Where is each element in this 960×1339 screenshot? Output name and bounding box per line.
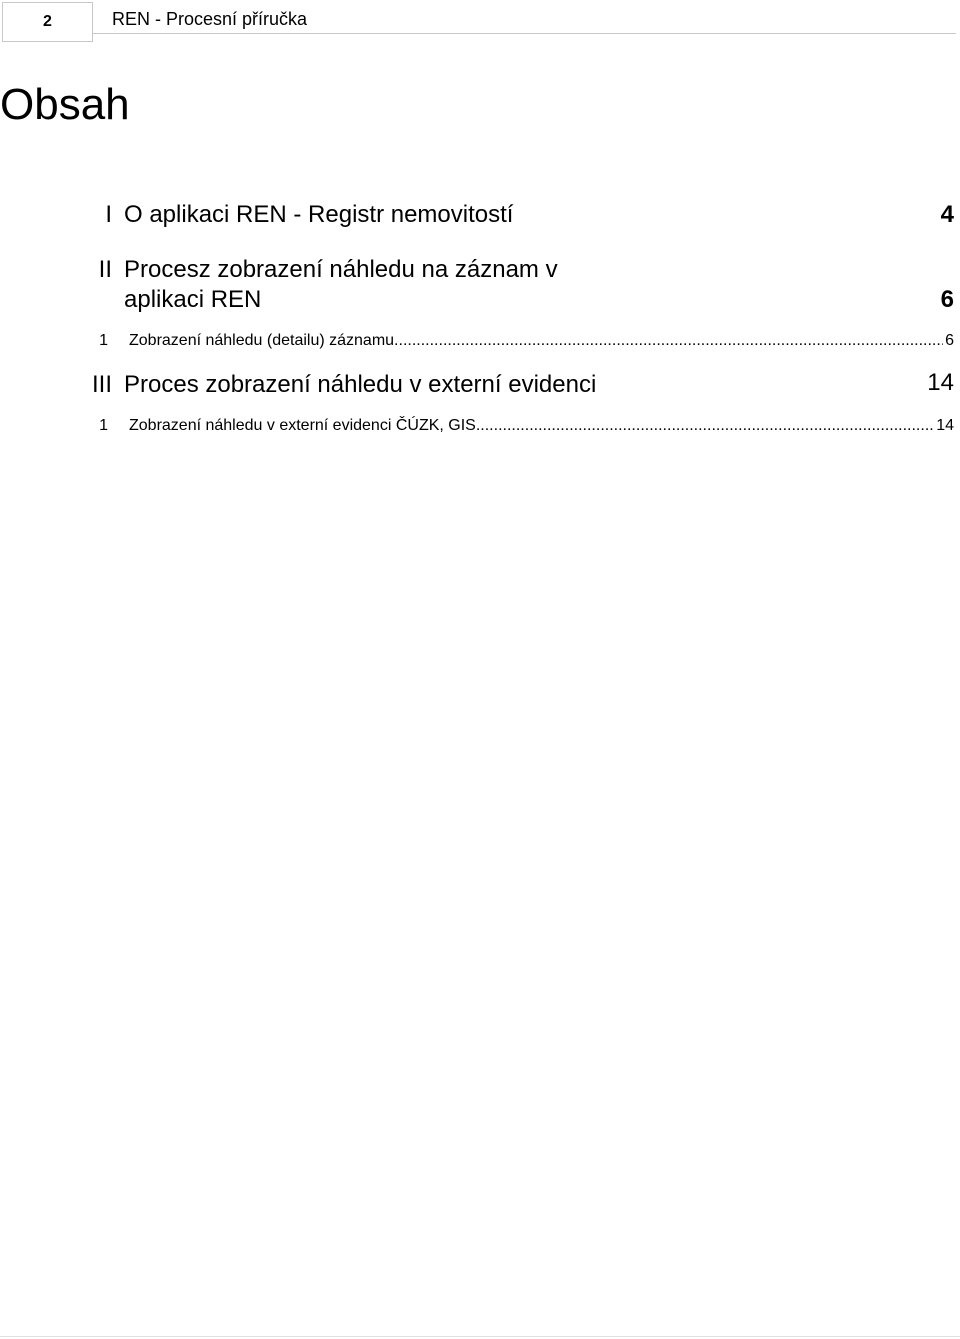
section-page: 6	[945, 332, 954, 349]
section-number: 1	[99, 332, 108, 349]
footer-divider	[0, 1336, 960, 1337]
chapter-title-line-2: aplikaci REN	[124, 286, 262, 313]
section-title: Zobrazení náhledu v externí evidenci ČÚZK, GIS	[129, 417, 476, 434]
section-title: Zobrazení náhledu (detailu) záznamu	[129, 332, 395, 349]
page-number: 2	[43, 13, 52, 30]
section-number: 1	[99, 417, 108, 434]
chapter-page: 4	[940, 201, 954, 228]
dot-leader	[476, 416, 934, 436]
chapter-page: 6	[940, 286, 954, 313]
page-title: Obsah	[0, 80, 130, 129]
section-leader-row	[129, 416, 954, 436]
dot-leader	[394, 331, 943, 351]
section-page: 14	[936, 417, 954, 434]
page-header	[0, 0, 960, 44]
section-leader-row	[129, 331, 954, 351]
chapter-title: O aplikaci REN - Registr nemovitostí	[124, 201, 514, 228]
header-divider	[93, 33, 956, 34]
chapter-title-line-1: Procesz zobrazení náhledu na záznam v	[124, 256, 558, 283]
chapter-number: I	[105, 201, 112, 228]
chapter-page: 14	[927, 369, 954, 396]
page-number-box	[2, 2, 93, 42]
chapter-number: II	[98, 256, 112, 283]
chapter-number: III	[91, 371, 112, 398]
running-title: REN - Procesní příručka	[112, 9, 308, 29]
chapter-title: Proces zobrazení náhledu v externí evidenci	[124, 371, 597, 398]
